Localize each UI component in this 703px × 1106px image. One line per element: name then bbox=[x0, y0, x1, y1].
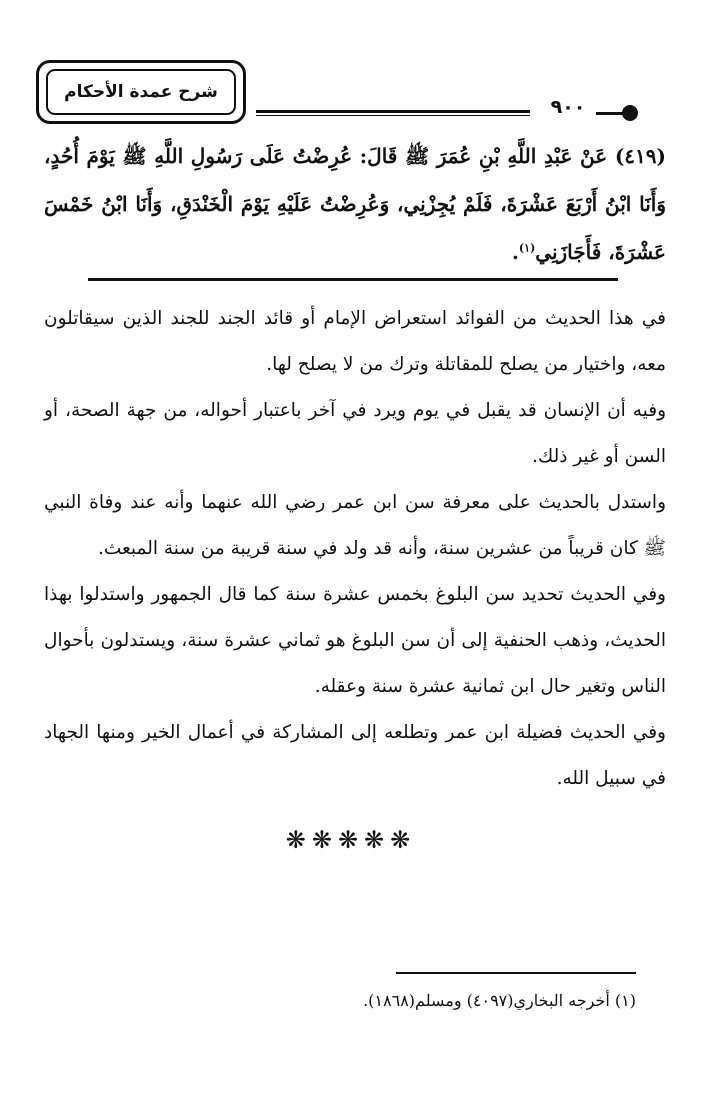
footnote-reference[interactable]: (١) bbox=[518, 241, 536, 255]
footnote-separator bbox=[396, 972, 636, 974]
header-title: شرح عمدة الأحكام bbox=[46, 69, 236, 115]
paragraph: واستدل بالحديث على معرفة سن ابن عمر رضي الله عنهما وأنه عند وفاة النبي ﷺ كان قريباً من عشرين سنة، وأنه قد ولد في سنة قريبة من سنة المبعث. bbox=[44, 492, 666, 559]
footnote: (١) أخرجه البخاري(٤٠٩٧) ومسلم(١٨٦٨). bbox=[363, 991, 636, 1010]
page-number: ٩٠٠ bbox=[550, 96, 586, 118]
section-end-ornament: ❋❋❋❋❋ bbox=[285, 826, 417, 854]
hadith-end: . bbox=[511, 240, 519, 264]
header-rule bbox=[256, 110, 530, 113]
header-bullet-dot bbox=[622, 105, 638, 121]
header-title-box bbox=[36, 60, 246, 124]
hadith-text bbox=[44, 132, 666, 276]
header-rule-thin bbox=[256, 115, 530, 116]
section-divider bbox=[88, 278, 618, 281]
hadith-body: (٤١٩) عَنْ عَبْدِ اللَّهِ بْنِ عُمَرَ ﷺ قَالَ: عُرِضْتُ عَلَى رَسُولِ اللَّهِ ﷺ يَوْمَ أُحُدٍ، وَأَنَا ابْنُ أَرْبَعَ عَشْرَةَ، فَلَمْ يُجِزْنِي، وَعُرِضْتُ عَلَيْهِ يَوْمَ الْخَنْدَقِ، وَأَنَا ابْنُ خَمْسَ عَشْرَةَ، فَأَجَازَنِي bbox=[44, 144, 666, 264]
commentary bbox=[44, 296, 666, 802]
paragraph: في هذا الحديث من الفوائد استعراض الإمام أو قائد الجند للجند الذين سيقاتلون معه، واختيار من يصلح للمقاتلة وترك من لا يصلح لها. bbox=[44, 308, 666, 375]
paragraph: وفيه أن الإنسان قد يقبل في يوم ويرد في آخر باعتبار أحواله، من جهة الصحة، أو السن أو غير ذلك. bbox=[44, 400, 666, 467]
paragraph: وفي الحديث فضيلة ابن عمر وتطلعه إلى المشاركة في أعمال الخير ومنها الجهاد في سبيل الله. bbox=[44, 722, 666, 789]
paragraph: وفي الحديث تحديد سن البلوغ بخمس عشرة سنة كما قال الجمهور واستدلوا بهذا الحديث، وذهب الحنفية إلى أن سن البلوغ هو ثماني عشرة سنة، ويستدلون بأحوال الناس وتغير حال ابن ثمانية عشرة سنة وعقله. bbox=[44, 584, 666, 697]
